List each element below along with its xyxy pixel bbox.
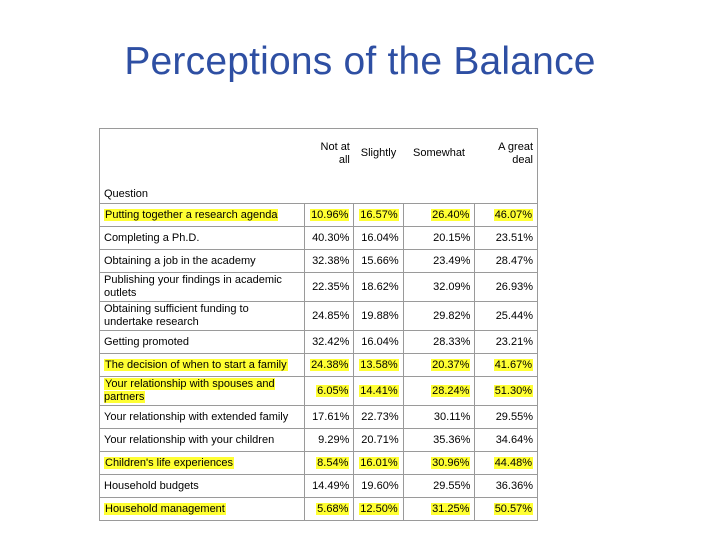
question-cell <box>100 406 305 429</box>
question-line: Getting promoted <box>104 335 189 348</box>
table-row <box>100 452 538 475</box>
question-cell <box>100 227 305 250</box>
value-text: 20.15% <box>433 231 471 244</box>
value-text: 19.88% <box>361 309 399 322</box>
value-text: 20.71% <box>361 433 399 446</box>
header-great-deal-line1: A great <box>498 141 533 153</box>
question-cell <box>100 354 305 377</box>
header-row <box>100 129 538 204</box>
question-line: Children's life experiences <box>105 456 234 469</box>
value-cell-somewhat <box>403 331 475 354</box>
value-cell-somewhat <box>403 273 475 302</box>
value-text: 8.54% <box>317 456 349 469</box>
value-cell-great-deal <box>475 227 538 250</box>
value-text: 36.36% <box>495 479 533 492</box>
value-cell-great-deal <box>475 452 538 475</box>
value-text: 19.60% <box>361 479 399 492</box>
value-text: 26.40% <box>432 208 470 221</box>
header-not-at-all <box>305 129 354 204</box>
value-cell-great-deal <box>475 475 538 498</box>
value-cell-slightly <box>354 302 403 331</box>
value-cell-somewhat <box>403 452 475 475</box>
question-cell <box>100 204 305 227</box>
question-text <box>104 303 249 328</box>
question-cell <box>100 273 305 302</box>
value-text: 5.68% <box>317 502 349 515</box>
question-text <box>104 232 199 244</box>
question-cell <box>100 377 305 406</box>
value-cell-slightly <box>354 331 403 354</box>
value-text: 32.42% <box>312 335 350 348</box>
value-text: 32.09% <box>433 280 471 293</box>
value-cell-not-at-all <box>305 354 354 377</box>
value-text: 16.01% <box>360 456 398 469</box>
value-text: 29.55% <box>495 410 533 423</box>
question-line: Your relationship with spouses and <box>105 378 275 390</box>
question-text <box>104 274 282 299</box>
value-cell-somewhat <box>403 354 475 377</box>
question-line: Obtaining sufficient funding to <box>104 303 249 315</box>
value-text: 23.51% <box>495 231 533 244</box>
question-text <box>104 378 275 403</box>
value-cell-great-deal <box>475 377 538 406</box>
header-not-at-all-line1: Not at <box>320 141 350 153</box>
value-cell-great-deal <box>475 406 538 429</box>
value-cell-slightly <box>354 204 403 227</box>
value-text: 23.49% <box>433 254 471 267</box>
question-cell <box>100 475 305 498</box>
value-text: 51.30% <box>494 384 532 397</box>
question-text <box>104 503 226 515</box>
value-text: 44.48% <box>494 456 532 469</box>
question-line: Your relationship with extended family <box>104 410 289 423</box>
value-text: 46.07% <box>494 208 532 221</box>
table-row <box>100 475 538 498</box>
value-cell-somewhat <box>403 475 475 498</box>
value-cell-great-deal <box>475 498 538 521</box>
header-great-deal-line2: deal <box>512 154 533 166</box>
value-cell-slightly <box>354 429 403 452</box>
value-text: 24.38% <box>311 358 349 371</box>
value-text: 16.04% <box>361 231 399 244</box>
value-cell-great-deal <box>475 250 538 273</box>
value-cell-great-deal <box>475 354 538 377</box>
question-text <box>104 457 234 469</box>
value-cell-somewhat <box>403 406 475 429</box>
value-cell-slightly <box>354 452 403 475</box>
header-question: Question <box>100 129 305 204</box>
value-cell-slightly <box>354 377 403 406</box>
table-row <box>100 250 538 273</box>
value-cell-not-at-all <box>305 475 354 498</box>
value-cell-not-at-all <box>305 498 354 521</box>
table-row <box>100 429 538 452</box>
value-cell-great-deal <box>475 302 538 331</box>
value-cell-not-at-all <box>305 406 354 429</box>
question-line: partners <box>104 391 145 403</box>
value-cell-slightly <box>354 406 403 429</box>
value-cell-slightly <box>354 250 403 273</box>
value-text: 28.24% <box>432 384 470 397</box>
question-text <box>104 336 189 348</box>
value-text: 25.44% <box>495 309 533 322</box>
table-row <box>100 273 538 302</box>
value-text: 30.11% <box>433 410 471 423</box>
value-text: 41.67% <box>494 358 532 371</box>
value-cell-not-at-all <box>305 377 354 406</box>
value-text: 34.64% <box>495 433 533 446</box>
value-text: 32.38% <box>312 254 350 267</box>
value-cell-slightly <box>354 273 403 302</box>
question-cell <box>100 302 305 331</box>
value-cell-somewhat <box>403 429 475 452</box>
question-text <box>104 411 288 423</box>
header-not-at-all-line2: all <box>338 154 350 166</box>
header-slightly: Slightly <box>354 129 403 204</box>
perceptions-table-container <box>99 128 538 521</box>
value-cell-not-at-all <box>305 452 354 475</box>
value-text: 28.33% <box>433 335 471 348</box>
question-text <box>104 255 256 267</box>
value-cell-somewhat <box>403 302 475 331</box>
value-text: 40.30% <box>312 231 350 244</box>
value-text: 16.57% <box>360 208 398 221</box>
value-cell-slightly <box>354 227 403 250</box>
question-cell <box>100 429 305 452</box>
value-cell-slightly <box>354 354 403 377</box>
question-cell <box>100 452 305 475</box>
value-text: 50.57% <box>494 502 532 515</box>
value-cell-slightly <box>354 475 403 498</box>
table-row <box>100 204 538 227</box>
value-text: 35.36% <box>433 433 471 446</box>
table-row <box>100 354 538 377</box>
value-text: 20.37% <box>432 358 470 371</box>
value-text: 14.41% <box>360 384 398 397</box>
value-text: 31.25% <box>432 502 470 515</box>
value-cell-great-deal <box>475 429 538 452</box>
question-text <box>104 359 288 371</box>
table-row <box>100 498 538 521</box>
value-text: 16.04% <box>361 335 399 348</box>
value-text: 6.05% <box>317 384 349 397</box>
question-line: Household budgets <box>104 479 199 492</box>
value-cell-somewhat <box>403 498 475 521</box>
value-cell-not-at-all <box>305 204 354 227</box>
value-text: 22.73% <box>361 410 399 423</box>
value-cell-great-deal <box>475 331 538 354</box>
question-line: undertake research <box>104 316 199 328</box>
value-text: 17.61% <box>312 410 350 423</box>
value-cell-somewhat <box>403 250 475 273</box>
header-somewhat: Somewhat <box>403 129 475 204</box>
question-line: Obtaining a job in the academy <box>104 254 256 267</box>
value-text: 29.82% <box>433 309 471 322</box>
table-row <box>100 377 538 406</box>
value-cell-not-at-all <box>305 250 354 273</box>
value-text: 15.66% <box>361 254 399 267</box>
value-text: 29.55% <box>433 479 471 492</box>
value-cell-not-at-all <box>305 429 354 452</box>
table-body <box>100 204 538 521</box>
value-text: 18.62% <box>361 280 399 293</box>
question-line: Completing a Ph.D. <box>104 231 200 244</box>
value-text: 24.85% <box>312 309 350 322</box>
question-cell <box>100 331 305 354</box>
value-text: 28.47% <box>495 254 533 267</box>
question-line: Household management <box>105 502 225 515</box>
table-row <box>100 406 538 429</box>
value-cell-not-at-all <box>305 273 354 302</box>
table-row <box>100 302 538 331</box>
value-cell-somewhat <box>403 227 475 250</box>
value-text: 23.21% <box>495 335 533 348</box>
table-row <box>100 227 538 250</box>
value-cell-slightly <box>354 498 403 521</box>
question-text <box>104 209 278 221</box>
slide-title: Perceptions of the Balance <box>124 40 596 83</box>
value-cell-not-at-all <box>305 302 354 331</box>
value-cell-not-at-all <box>305 227 354 250</box>
value-text: 13.58% <box>360 358 398 371</box>
question-text <box>104 480 199 492</box>
value-cell-somewhat <box>403 204 475 227</box>
value-cell-great-deal <box>475 273 538 302</box>
question-line: Putting together a research agenda <box>105 208 278 221</box>
header-great-deal <box>475 129 538 204</box>
value-text: 22.35% <box>312 280 350 293</box>
question-text <box>104 434 274 446</box>
question-line: Your relationship with your children <box>104 433 275 446</box>
question-cell <box>100 498 305 521</box>
value-text: 30.96% <box>432 456 470 469</box>
value-text: 9.29% <box>318 433 350 446</box>
question-line: The decision of when to start a family <box>105 358 287 371</box>
question-line: Publishing your findings in academic <box>104 274 282 286</box>
value-cell-not-at-all <box>305 331 354 354</box>
value-text: 14.49% <box>312 479 350 492</box>
value-cell-great-deal <box>475 204 538 227</box>
question-cell <box>100 250 305 273</box>
perceptions-table <box>99 128 538 521</box>
value-cell-somewhat <box>403 377 475 406</box>
table-row <box>100 331 538 354</box>
value-text: 26.93% <box>495 280 533 293</box>
value-text: 12.50% <box>360 502 398 515</box>
value-text: 10.96% <box>311 208 349 221</box>
question-line: outlets <box>104 287 137 299</box>
